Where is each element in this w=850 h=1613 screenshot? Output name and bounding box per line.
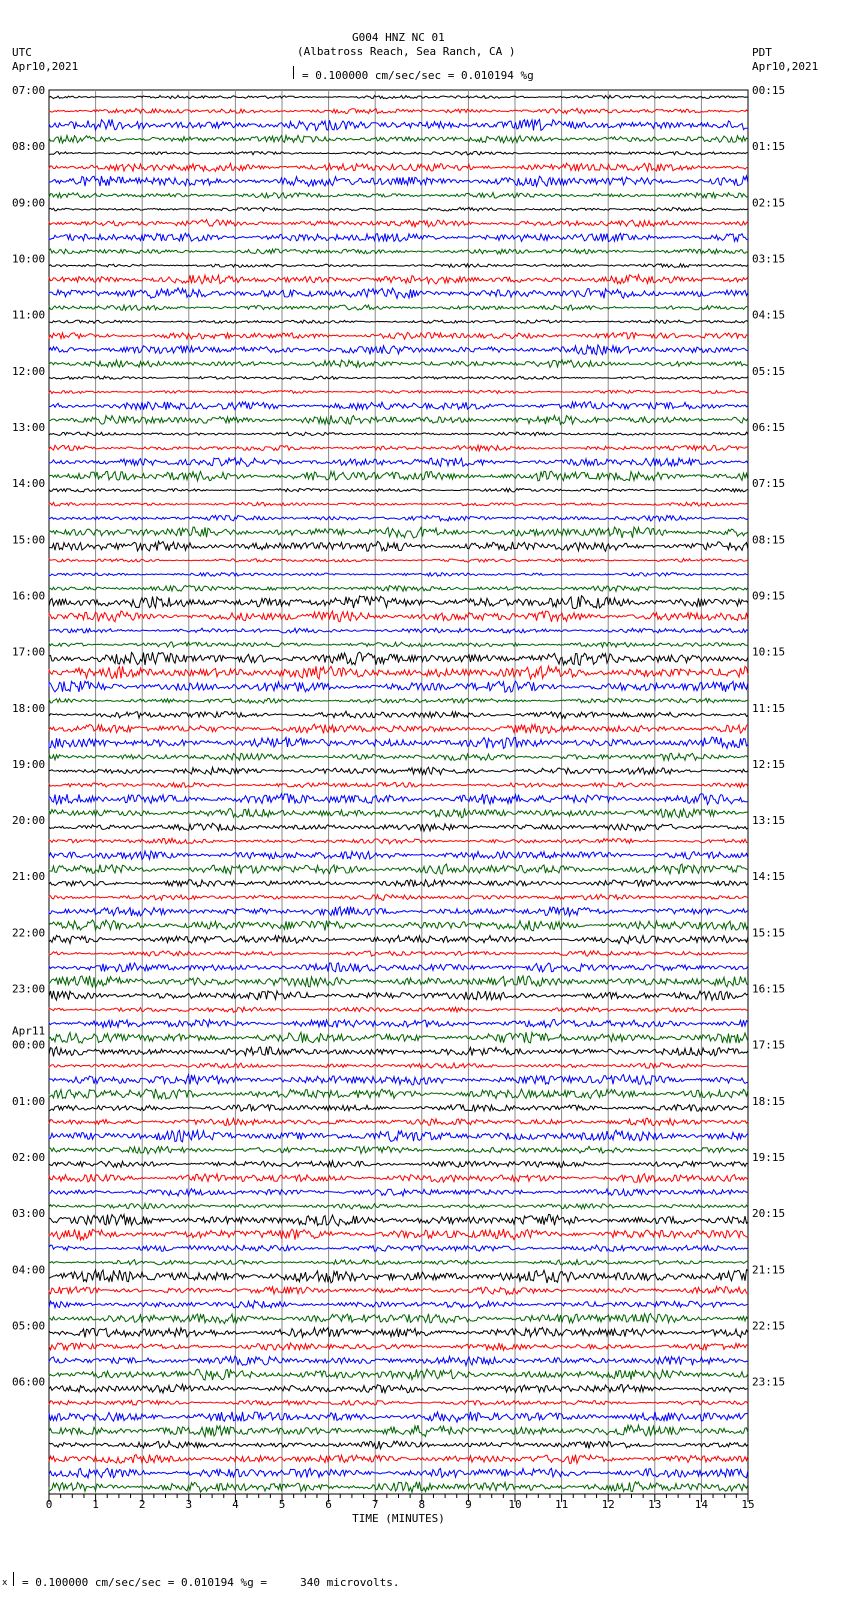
right-label-7: 07:15 (752, 477, 786, 491)
trace-61 (49, 951, 748, 957)
trace-28 (49, 488, 748, 492)
plot-frame (49, 90, 748, 1494)
trace-76 (49, 1161, 748, 1167)
x-tick-label-4: 4 (232, 1498, 239, 1511)
left-label-18: 00:00 (12, 1038, 46, 1052)
trace-0 (49, 95, 748, 98)
trace-6 (49, 176, 748, 187)
trace-3 (49, 135, 748, 143)
subtitle: (Albatross Reach, Sea Ranch, CA ) (297, 45, 516, 58)
trace-99 (49, 1482, 748, 1492)
trace-14 (49, 288, 748, 299)
left-label-24: 06:00 (12, 1375, 46, 1389)
left-label-0: 07:00 (12, 84, 46, 97)
x-tick-label-5: 5 (278, 1498, 286, 1511)
trace-43 (49, 698, 748, 703)
right-label-10: 10:15 (752, 645, 786, 659)
trace-72 (49, 1104, 748, 1111)
trace-81 (49, 1229, 748, 1240)
left-label-12: 19:00 (12, 757, 46, 771)
left-label-4: 11:00 (12, 308, 46, 322)
trace-33 (49, 559, 748, 563)
trace-56 (49, 880, 748, 887)
trace-24 (49, 432, 748, 436)
trace-74 (49, 1130, 748, 1142)
trace-93 (49, 1400, 748, 1405)
trace-12 (49, 264, 748, 268)
footer-marker: x (2, 1578, 8, 1588)
trace-68 (49, 1047, 748, 1057)
trace-21 (49, 390, 748, 393)
trace-92 (49, 1384, 748, 1393)
right-label-19: 19:15 (752, 1151, 786, 1165)
left-label-1: 08:00 (12, 140, 46, 154)
left-label-11: 18:00 (12, 701, 46, 715)
trace-49 (49, 783, 748, 788)
x-tick-label-0: 0 (45, 1498, 53, 1511)
trace-45 (49, 724, 748, 733)
trace-29 (49, 502, 748, 506)
right-label-17: 17:15 (752, 1038, 786, 1052)
left-label-21: 03:00 (12, 1207, 46, 1221)
trace-52 (49, 823, 748, 831)
left-label-13: 20:00 (12, 814, 46, 828)
left-label-20: 02:00 (12, 1151, 46, 1165)
trace-31 (49, 527, 748, 538)
left-label-9: 16:00 (12, 589, 46, 603)
right-label-2: 02:15 (752, 196, 786, 210)
trace-5 (49, 163, 748, 171)
trace-36 (49, 596, 748, 609)
trace-96 (49, 1441, 748, 1449)
footer-scale-bar-icon (13, 1572, 14, 1586)
trace-47 (49, 753, 748, 760)
x-tick-label-9: 9 (465, 1498, 472, 1511)
trace-39 (49, 642, 748, 647)
right-label-13: 13:15 (752, 814, 786, 828)
trace-26 (49, 458, 748, 467)
footer-scale-text: = 0.100000 cm/sec/sec = 0.010194 %g = 340 microvolts. (22, 1576, 400, 1589)
trace-88 (49, 1328, 748, 1338)
trace-1 (49, 108, 748, 113)
trace-87 (49, 1314, 748, 1324)
trace-13 (49, 275, 748, 284)
left-label-22: 04:00 (12, 1263, 46, 1277)
trace-48 (49, 767, 748, 774)
trace-30 (49, 515, 748, 521)
trace-16 (49, 320, 748, 323)
trace-83 (49, 1260, 748, 1265)
trace-50 (49, 794, 748, 805)
left-label-10: 17:00 (12, 645, 46, 659)
trace-7 (49, 193, 748, 199)
trace-55 (49, 864, 748, 874)
right-label-15: 15:15 (752, 926, 786, 940)
right-label-23: 23:15 (752, 1375, 786, 1389)
trace-79 (49, 1204, 748, 1209)
trace-82 (49, 1245, 748, 1251)
right-label-0: 00:15 (752, 84, 786, 97)
trace-97 (49, 1455, 748, 1464)
trace-46 (49, 737, 748, 749)
x-axis-label: TIME (MINUTES) (352, 1512, 445, 1525)
x-tick-label-1: 1 (92, 1498, 99, 1511)
trace-2 (49, 119, 748, 130)
trace-89 (49, 1343, 748, 1350)
trace-71 (49, 1089, 748, 1099)
trace-60 (49, 935, 748, 943)
right-label-3: 03:15 (752, 252, 786, 266)
x-tick-label-11: 11 (554, 1498, 569, 1511)
trace-42 (49, 681, 748, 692)
trace-10 (49, 233, 748, 242)
trace-4 (49, 151, 748, 155)
trace-59 (49, 920, 748, 931)
left-label-2: 09:00 (12, 196, 46, 210)
left-label-7: 14:00 (12, 477, 46, 491)
trace-78 (49, 1189, 748, 1196)
trace-98 (49, 1468, 748, 1478)
trace-90 (49, 1356, 748, 1365)
trace-8 (49, 207, 748, 211)
right-label-9: 09:15 (752, 589, 786, 603)
trace-9 (49, 220, 748, 227)
left-label-17: Apr11 (12, 1024, 46, 1038)
scale-text: = 0.100000 cm/sec/sec = 0.010194 %g (302, 69, 534, 82)
trace-51 (49, 808, 748, 817)
trace-25 (49, 445, 748, 451)
trace-66 (49, 1020, 748, 1028)
left-label-14: 21:00 (12, 870, 46, 884)
right-timezone: PDT (752, 46, 772, 59)
trace-75 (49, 1146, 748, 1154)
trace-20 (49, 376, 748, 380)
trace-67 (49, 1032, 748, 1043)
left-label-19: 01:00 (12, 1094, 46, 1108)
x-tick-label-10: 10 (508, 1498, 522, 1511)
trace-58 (49, 907, 748, 916)
right-label-12: 12:15 (752, 757, 786, 771)
trace-95 (49, 1425, 748, 1437)
trace-73 (49, 1118, 748, 1125)
left-label-16: 23:00 (12, 982, 46, 996)
x-tick-label-15: 15 (741, 1498, 755, 1511)
right-label-18: 18:15 (752, 1094, 786, 1108)
right-label-21: 21:15 (752, 1263, 786, 1277)
left-label-8: 15:00 (12, 533, 46, 547)
trace-17 (49, 332, 748, 339)
right-label-8: 08:15 (752, 533, 786, 547)
trace-64 (49, 991, 748, 1000)
right-label-20: 20:15 (752, 1207, 786, 1221)
trace-80 (49, 1214, 748, 1226)
trace-23 (49, 415, 748, 424)
trace-15 (49, 305, 748, 310)
trace-84 (49, 1270, 748, 1283)
trace-85 (49, 1287, 748, 1295)
right-label-11: 11:15 (752, 701, 786, 715)
x-tick-label-2: 2 (138, 1498, 146, 1511)
trace-18 (49, 345, 748, 355)
left-date: Apr10,2021 (12, 60, 79, 73)
trace-40 (49, 652, 748, 665)
trace-94 (49, 1412, 748, 1423)
right-date: Apr10,2021 (752, 60, 819, 73)
right-label-4: 04:15 (752, 308, 786, 322)
left-label-5: 12:00 (12, 364, 46, 378)
trace-19 (49, 360, 748, 368)
right-label-22: 22:15 (752, 1319, 786, 1333)
left-label-15: 22:00 (12, 926, 46, 940)
left-label-6: 13:00 (12, 420, 46, 434)
right-label-6: 06:15 (752, 420, 786, 434)
x-tick-label-6: 6 (325, 1498, 332, 1511)
trace-34 (49, 573, 748, 577)
right-label-14: 14:15 (752, 870, 786, 884)
trace-63 (49, 976, 748, 988)
trace-38 (49, 628, 748, 633)
trace-62 (49, 963, 748, 972)
right-label-5: 05:15 (752, 364, 786, 378)
left-label-23: 05:00 (12, 1319, 46, 1333)
x-tick-label-13: 13 (648, 1498, 662, 1511)
x-tick-label-14: 14 (694, 1498, 709, 1511)
x-tick-label-3: 3 (185, 1498, 193, 1511)
trace-41 (49, 666, 748, 679)
left-label-3: 10:00 (12, 252, 46, 266)
trace-54 (49, 851, 748, 859)
trace-22 (49, 402, 748, 410)
trace-32 (49, 541, 748, 551)
trace-70 (49, 1075, 748, 1085)
x-tick-label-12: 12 (601, 1498, 615, 1511)
trace-77 (49, 1174, 748, 1183)
title: G004 HNZ NC 01 (352, 31, 445, 44)
left-timezone: UTC (12, 46, 32, 59)
trace-37 (49, 611, 748, 622)
trace-35 (49, 586, 748, 592)
trace-44 (49, 711, 748, 718)
trace-11 (49, 249, 748, 254)
right-label-16: 16:15 (752, 982, 786, 996)
trace-53 (49, 838, 748, 844)
trace-27 (49, 471, 748, 481)
right-label-1: 01:15 (752, 140, 786, 154)
trace-86 (49, 1301, 748, 1308)
x-tick-label-7: 7 (371, 1498, 379, 1511)
trace-91 (49, 1369, 748, 1380)
x-tick-label-8: 8 (418, 1498, 426, 1511)
trace-65 (49, 1007, 748, 1012)
trace-69 (49, 1063, 748, 1068)
trace-57 (49, 894, 748, 900)
